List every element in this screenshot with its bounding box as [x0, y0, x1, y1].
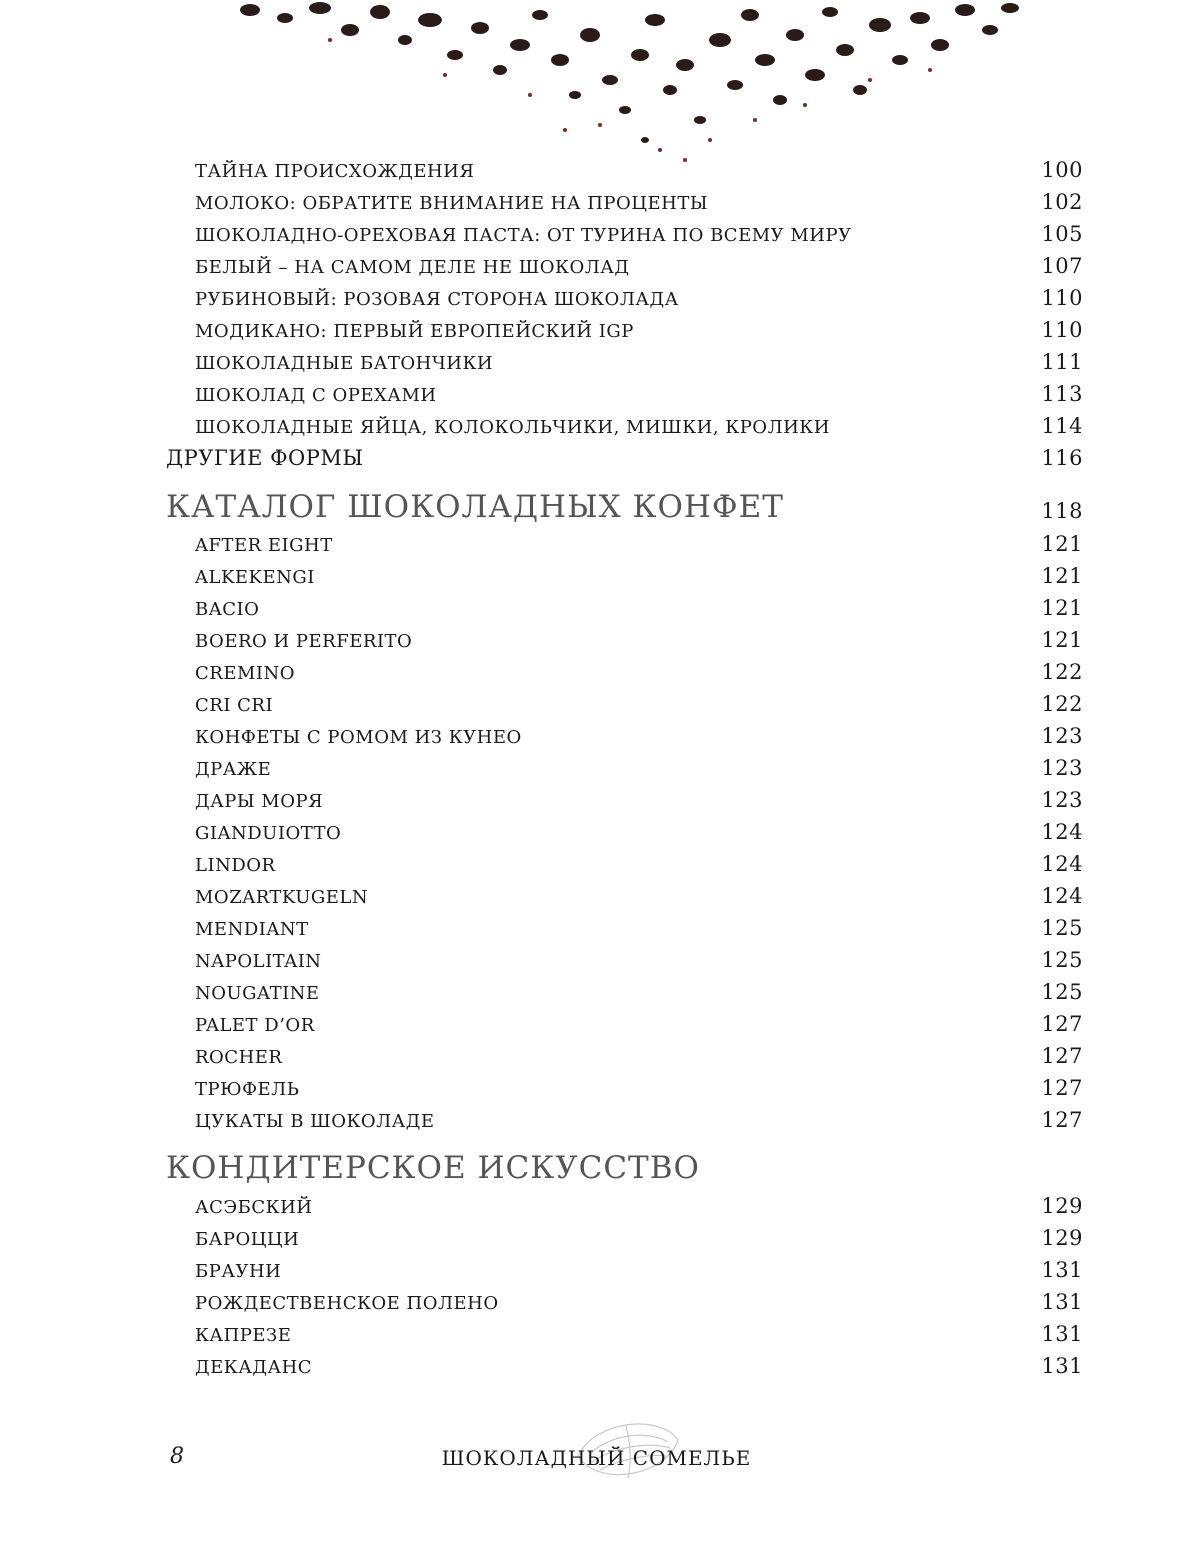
toc-entry — [0, 346, 1193, 378]
toc-entry — [0, 1190, 1193, 1222]
toc-entry-page: 131 — [1041, 1258, 1083, 1282]
toc-entry-title: BACIO — [195, 599, 260, 620]
toc-entry — [0, 1318, 1193, 1350]
toc-entry — [0, 720, 1193, 752]
toc-entry-title: КАПРЕЗЕ — [195, 1325, 292, 1346]
toc-entry — [0, 1254, 1193, 1286]
toc-entry — [0, 1008, 1193, 1040]
toc-entry — [0, 624, 1193, 656]
toc-entry-page: 125 — [1041, 980, 1083, 1004]
toc-entry-title: ЦУКАТЫ В ШОКОЛАДЕ — [195, 1111, 435, 1132]
toc-entry — [0, 186, 1193, 218]
toc-entry-page: 121 — [1041, 628, 1083, 652]
toc-entry-page: 113 — [1041, 382, 1083, 406]
toc-entry-page: 100 — [1041, 158, 1083, 182]
toc-entry-page: 110 — [1041, 286, 1083, 310]
toc-entry-page: 131 — [1041, 1290, 1083, 1314]
toc-entry-page: 124 — [1041, 884, 1083, 908]
toc-entry-page: 122 — [1041, 660, 1083, 684]
toc-entry — [0, 314, 1193, 346]
toc-entry — [0, 976, 1193, 1008]
toc-entry-page: 131 — [1041, 1354, 1083, 1378]
toc-entry-page: 111 — [1041, 350, 1083, 374]
toc-entry-title: MENDIANT — [195, 919, 309, 940]
toc-entry-page: 105 — [1041, 222, 1083, 246]
toc-entry-title: КОНФЕТЫ С РОМОМ ИЗ КУНЕО — [195, 727, 522, 748]
toc-entry-title: ДАРЫ МОРЯ — [195, 791, 324, 812]
toc-entry-title: CREMINO — [195, 663, 296, 684]
toc-entry-page: 123 — [1041, 788, 1083, 812]
toc-entry — [0, 1040, 1193, 1072]
toc-entry-title: БРАУНИ — [195, 1261, 282, 1282]
toc-entry-title: ШОКОЛАДНО-ОРЕХОВАЯ ПАСТА: ОТ ТУРИНА ПО ВСЕМУ МИРУ — [195, 225, 852, 246]
toc-entry-page: 127 — [1041, 1044, 1083, 1068]
toc-entry-title: GIANDUIOTTO — [195, 823, 342, 844]
toc-section-title: КАТАЛОГ ШОКОЛАДНЫХ КОНФЕТ — [166, 489, 784, 525]
toc-entry-title: РОЖДЕСТВЕНСКОЕ ПОЛЕНО — [195, 1293, 499, 1314]
toc-entry — [0, 656, 1193, 688]
toc-entry — [0, 816, 1193, 848]
toc-entry-page: 129 — [1041, 1226, 1083, 1250]
toc-entry-main — [0, 442, 1193, 474]
toc-entry — [0, 848, 1193, 880]
toc-entry-page: 121 — [1041, 564, 1083, 588]
toc-entry-title: NAPOLITAIN — [195, 951, 322, 972]
toc-entry-page: 127 — [1041, 1076, 1083, 1100]
toc-entry-title: ДРАЖЕ — [195, 759, 272, 780]
toc-entry-page: 131 — [1041, 1322, 1083, 1346]
toc-entry — [0, 378, 1193, 410]
toc-entry-page: 124 — [1041, 852, 1083, 876]
toc-entry-page: 102 — [1041, 190, 1083, 214]
toc-entry-title: NOUGATINE — [195, 983, 320, 1004]
toc-entry — [0, 1286, 1193, 1318]
toc-entry-page: 116 — [1041, 446, 1083, 470]
toc-entry — [0, 880, 1193, 912]
toc-entry — [0, 784, 1193, 816]
toc-entry-title: РУБИНОВЫЙ: РОЗОВАЯ СТОРОНА ШОКОЛАДА — [195, 289, 679, 310]
toc-entry — [0, 154, 1193, 186]
running-footer-title: ШОКОЛАДНЫЙ СОМЕЛЬЕ — [441, 1446, 752, 1470]
toc-entry — [0, 410, 1193, 442]
toc-entry-title: ШОКОЛАДНЫЕ БАТОНЧИКИ — [195, 353, 494, 374]
toc-entry-title: ТРЮФЕЛЬ — [195, 1079, 300, 1100]
toc-entry — [0, 1072, 1193, 1104]
toc-entry — [0, 944, 1193, 976]
toc-entry-title: БАРОЦЦИ — [195, 1229, 300, 1250]
toc-entry-title: ДЕКАДАНС — [195, 1357, 313, 1378]
toc-entry-title: BOERO И PERFERITO — [195, 631, 413, 652]
toc-entry — [0, 912, 1193, 944]
toc-entry-title: ШОКОЛАД С ОРЕХАМИ — [195, 385, 437, 406]
toc-entry — [0, 1222, 1193, 1254]
toc-entry-title: PALET D’OR — [195, 1015, 315, 1036]
toc-entry-title: БЕЛЫЙ – НА САМОМ ДЕЛЕ НЕ ШОКОЛАД — [195, 257, 630, 278]
toc-entry — [0, 250, 1193, 282]
toc-entry-title: МОДИКАНО: ПЕРВЫЙ ЕВРОПЕЙСКИЙ IGP — [195, 321, 634, 342]
toc-entry-page: 122 — [1041, 692, 1083, 716]
toc-entry-title: CRI CRI — [195, 695, 274, 716]
toc-entry-page: 125 — [1041, 916, 1083, 940]
toc-entry-page: 127 — [1041, 1108, 1083, 1132]
toc-entry — [0, 752, 1193, 784]
toc-entry-page: 114 — [1041, 414, 1083, 438]
toc-entry-page: 118 — [1041, 499, 1083, 523]
toc-entry-page: 125 — [1041, 948, 1083, 972]
toc-entry-title: MOZARTKUGELN — [195, 887, 369, 908]
toc-entry-page: 121 — [1041, 596, 1083, 620]
toc-entry — [0, 688, 1193, 720]
toc-entry-title: AFTER EIGHT — [195, 535, 333, 556]
toc-section-heading — [0, 489, 1193, 527]
toc-entry-page: 124 — [1041, 820, 1083, 844]
toc-entry-page: 107 — [1041, 254, 1083, 278]
toc-entry-title: LINDOR — [195, 855, 276, 876]
toc-entry-page: 129 — [1041, 1194, 1083, 1218]
toc-entry-title: ДРУГИЕ ФОРМЫ — [166, 446, 364, 470]
toc-entry — [0, 1350, 1193, 1382]
toc-entry-title: ROCHER — [195, 1047, 283, 1068]
toc-entry-page: 127 — [1041, 1012, 1083, 1036]
toc-entry-title: АСЭБСКИЙ — [195, 1197, 313, 1218]
toc-entry-title: ТАЙНА ПРОИСХОЖДЕНИЯ — [195, 161, 475, 182]
toc-entry — [0, 1104, 1193, 1136]
toc-entry-title: ALKEKENGI — [195, 567, 315, 588]
page-number: 8 — [170, 1444, 184, 1469]
toc-entry — [0, 592, 1193, 624]
toc-entry-title: ШОКОЛАДНЫЕ ЯЙЦА, КОЛОКОЛЬЧИКИ, МИШКИ, КРОЛИКИ — [195, 417, 830, 438]
toc-entry — [0, 218, 1193, 250]
toc-entry — [0, 528, 1193, 560]
toc-section-title: КОНДИТЕРСКОЕ ИСКУССТВО — [166, 1150, 700, 1186]
toc-section-heading — [0, 1150, 1193, 1188]
toc-entry-title: МОЛОКО: ОБРАТИТЕ ВНИМАНИЕ НА ПРОЦЕНТЫ — [195, 193, 709, 214]
toc-entry-page: 123 — [1041, 724, 1083, 748]
toc-entry-page: 123 — [1041, 756, 1083, 780]
toc-entry — [0, 560, 1193, 592]
toc-entry-page: 110 — [1041, 318, 1083, 342]
toc-entry — [0, 282, 1193, 314]
toc-entry-page: 121 — [1041, 532, 1083, 556]
